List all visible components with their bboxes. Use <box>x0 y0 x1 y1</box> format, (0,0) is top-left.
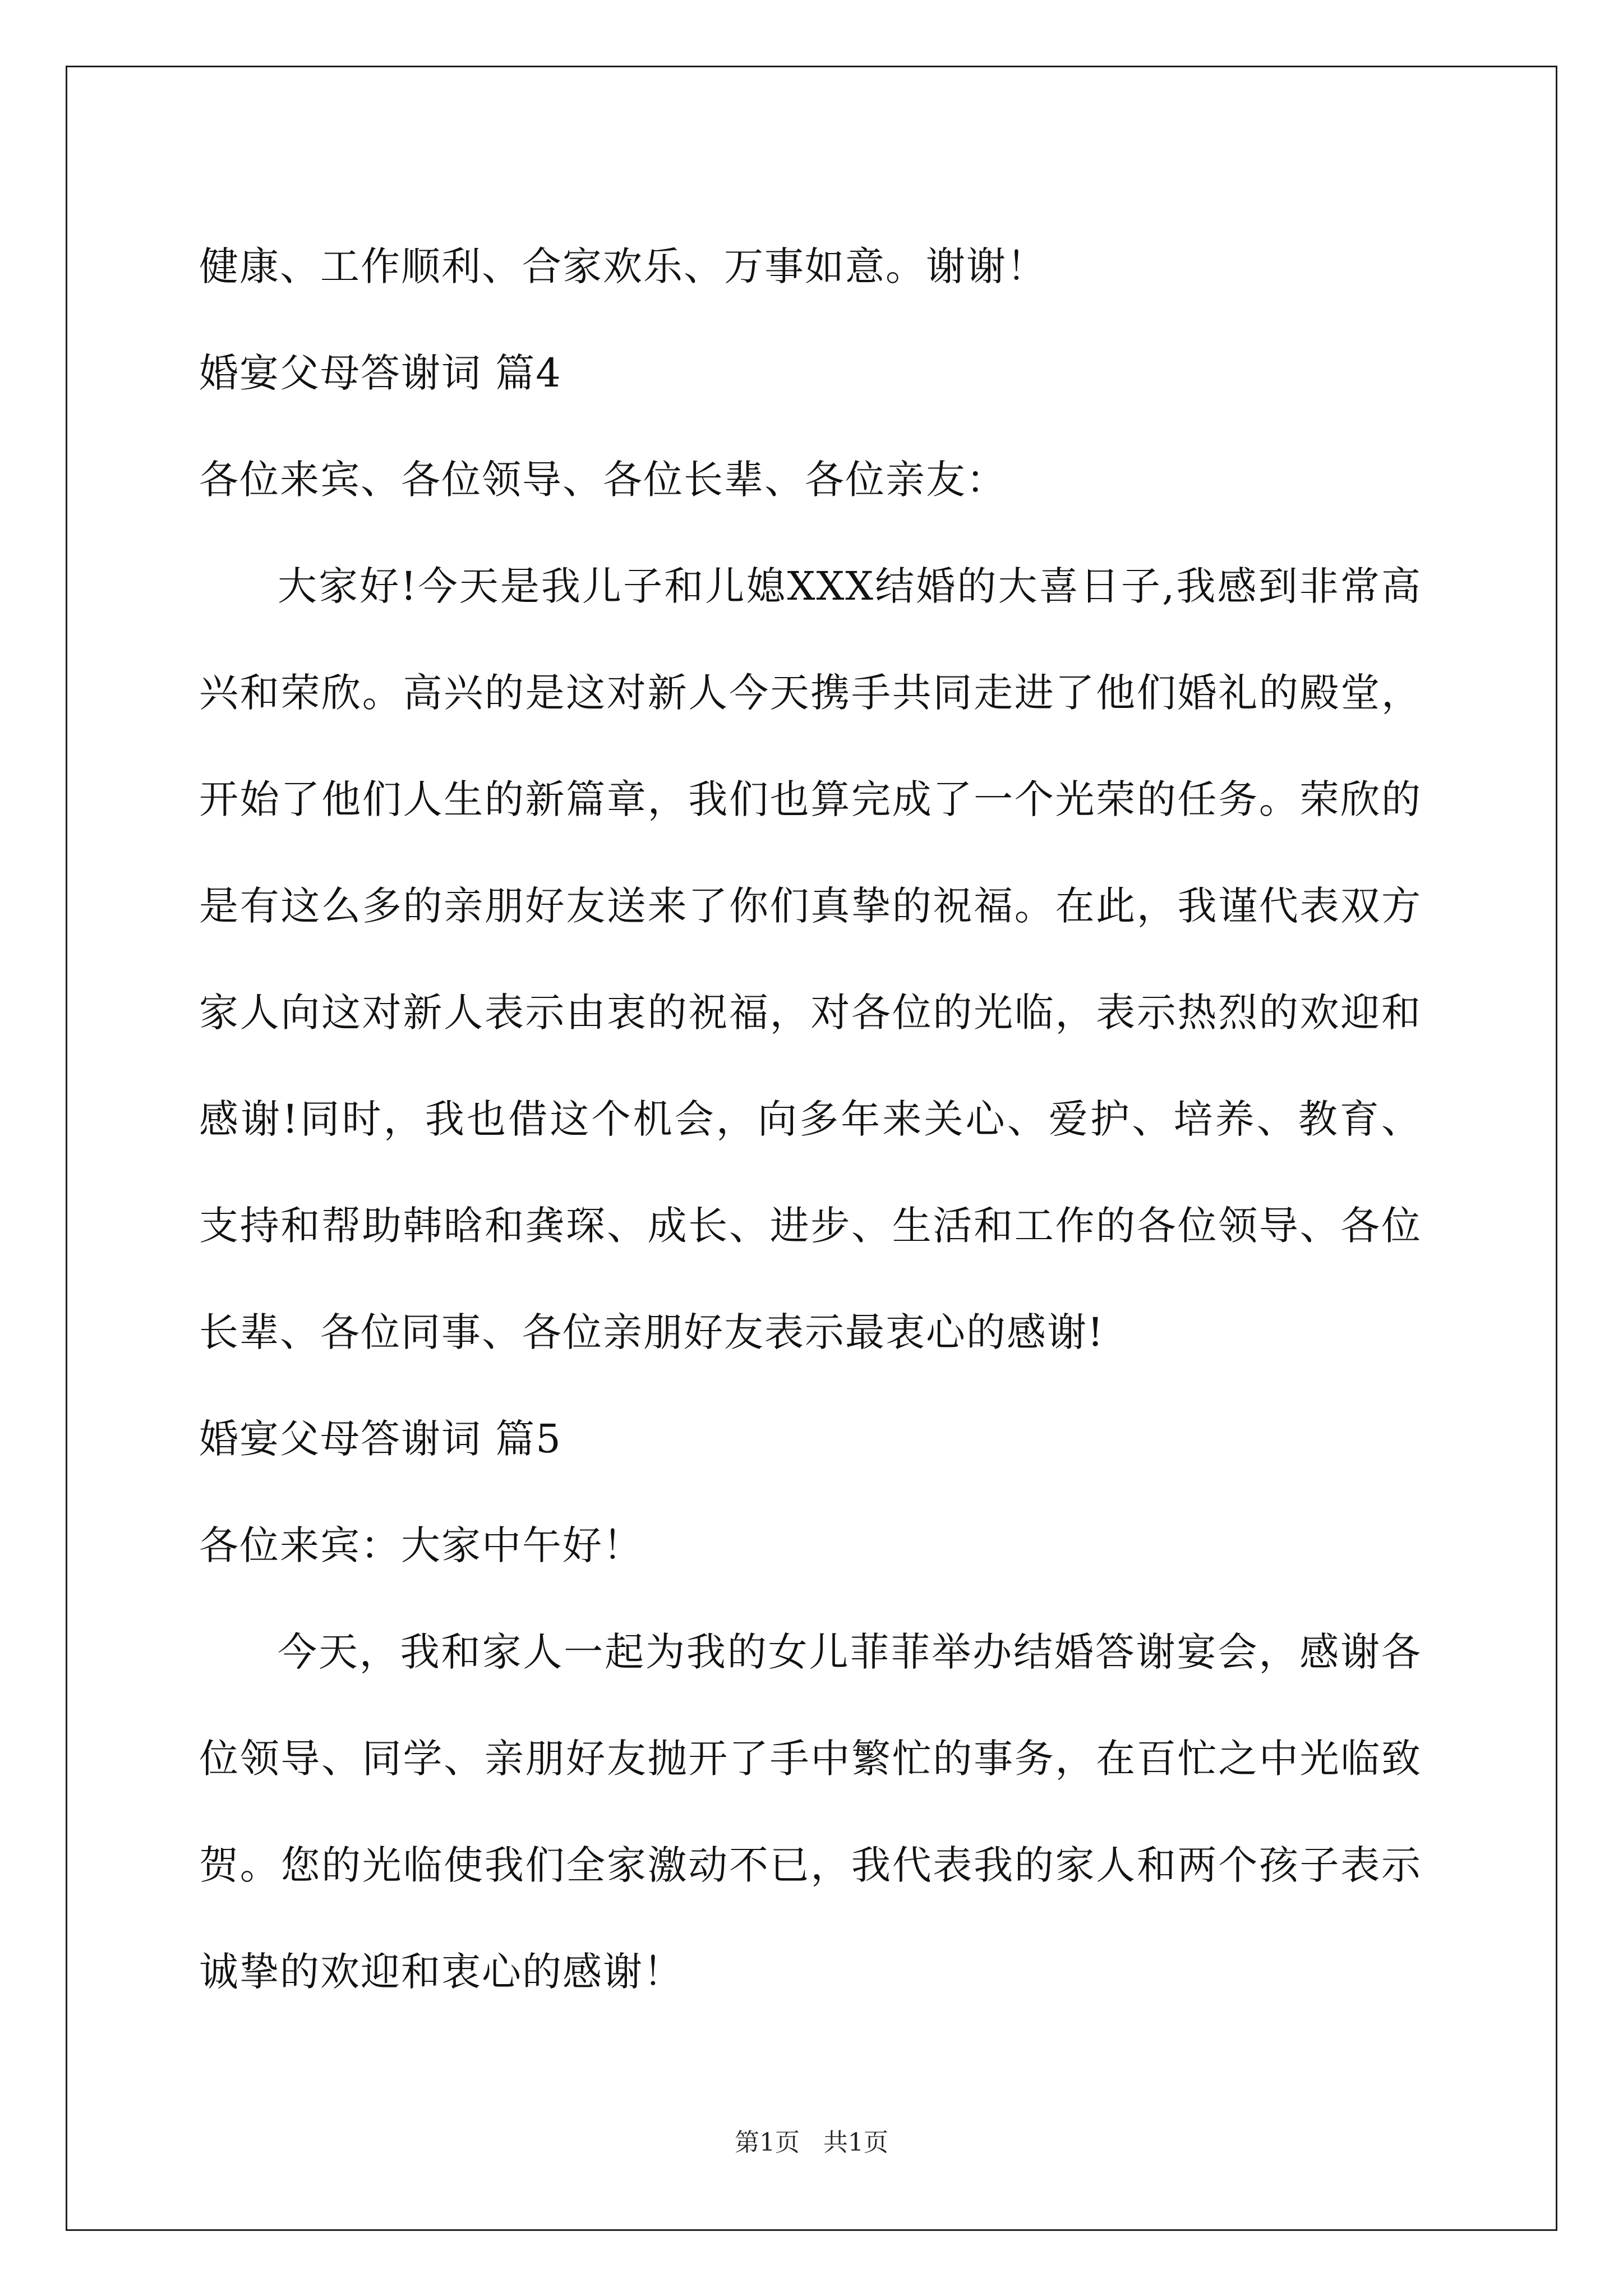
page-number: 第1页 <box>735 2128 800 2157</box>
closing-line: 健康、工作顺利、合家欢乐、万事如意。谢谢！ <box>199 243 1047 289</box>
paragraph-speech-4: 大家好!今天是我儿子和儿媳XXX结婚的大喜日子,我感到非常高兴和荣欣。高兴的是这对新人今天携手共同走进了他们婚礼的殿堂，开始了他们人生的新篇章，我们也算完成了一个光荣的任务。荣欣的是有这么多的亲朋好友送来了你们真挚的祝福。在此，我谨代表双方家人向这对新人表示由衷的祝福，对各位的光临，表示热烈的欢迎和感谢!同时，我也借这个机会，向多年来关心、爱护、培养、教育、支持和帮助韩晗和龚琛、成长、进步、生活和工作的各位领导、各位长辈、各位同事、各位亲朋好友表示最衷心的感谢! <box>199 563 1422 1355</box>
document-body <box>199 213 1422 2025</box>
paragraph-speech-5: 今天，我和家人一起为我的女儿菲菲举办结婚答谢宴会，感谢各位领导、同学、亲朋好友抛开了手中繁忙的事务，在百忙之中光临致贺。您的光临使我们全家激动不已，我代表我的家人和两个孩子表示诚挚的欢迎和衷心的感谢！ <box>199 1629 1422 1995</box>
greeting-line-5: 各位来宾：大家中午好！ <box>199 1522 643 1568</box>
page-footer <box>0 2126 1623 2160</box>
section-heading-4: 婚宴父母答谢词 篇4 <box>199 350 562 396</box>
section-heading-5: 婚宴父母答谢词 篇5 <box>199 1416 562 1462</box>
greeting-line-4: 各位来宾、各位领导、各位长辈、各位亲友： <box>199 457 1007 503</box>
page-total: 共1页 <box>823 2128 888 2157</box>
